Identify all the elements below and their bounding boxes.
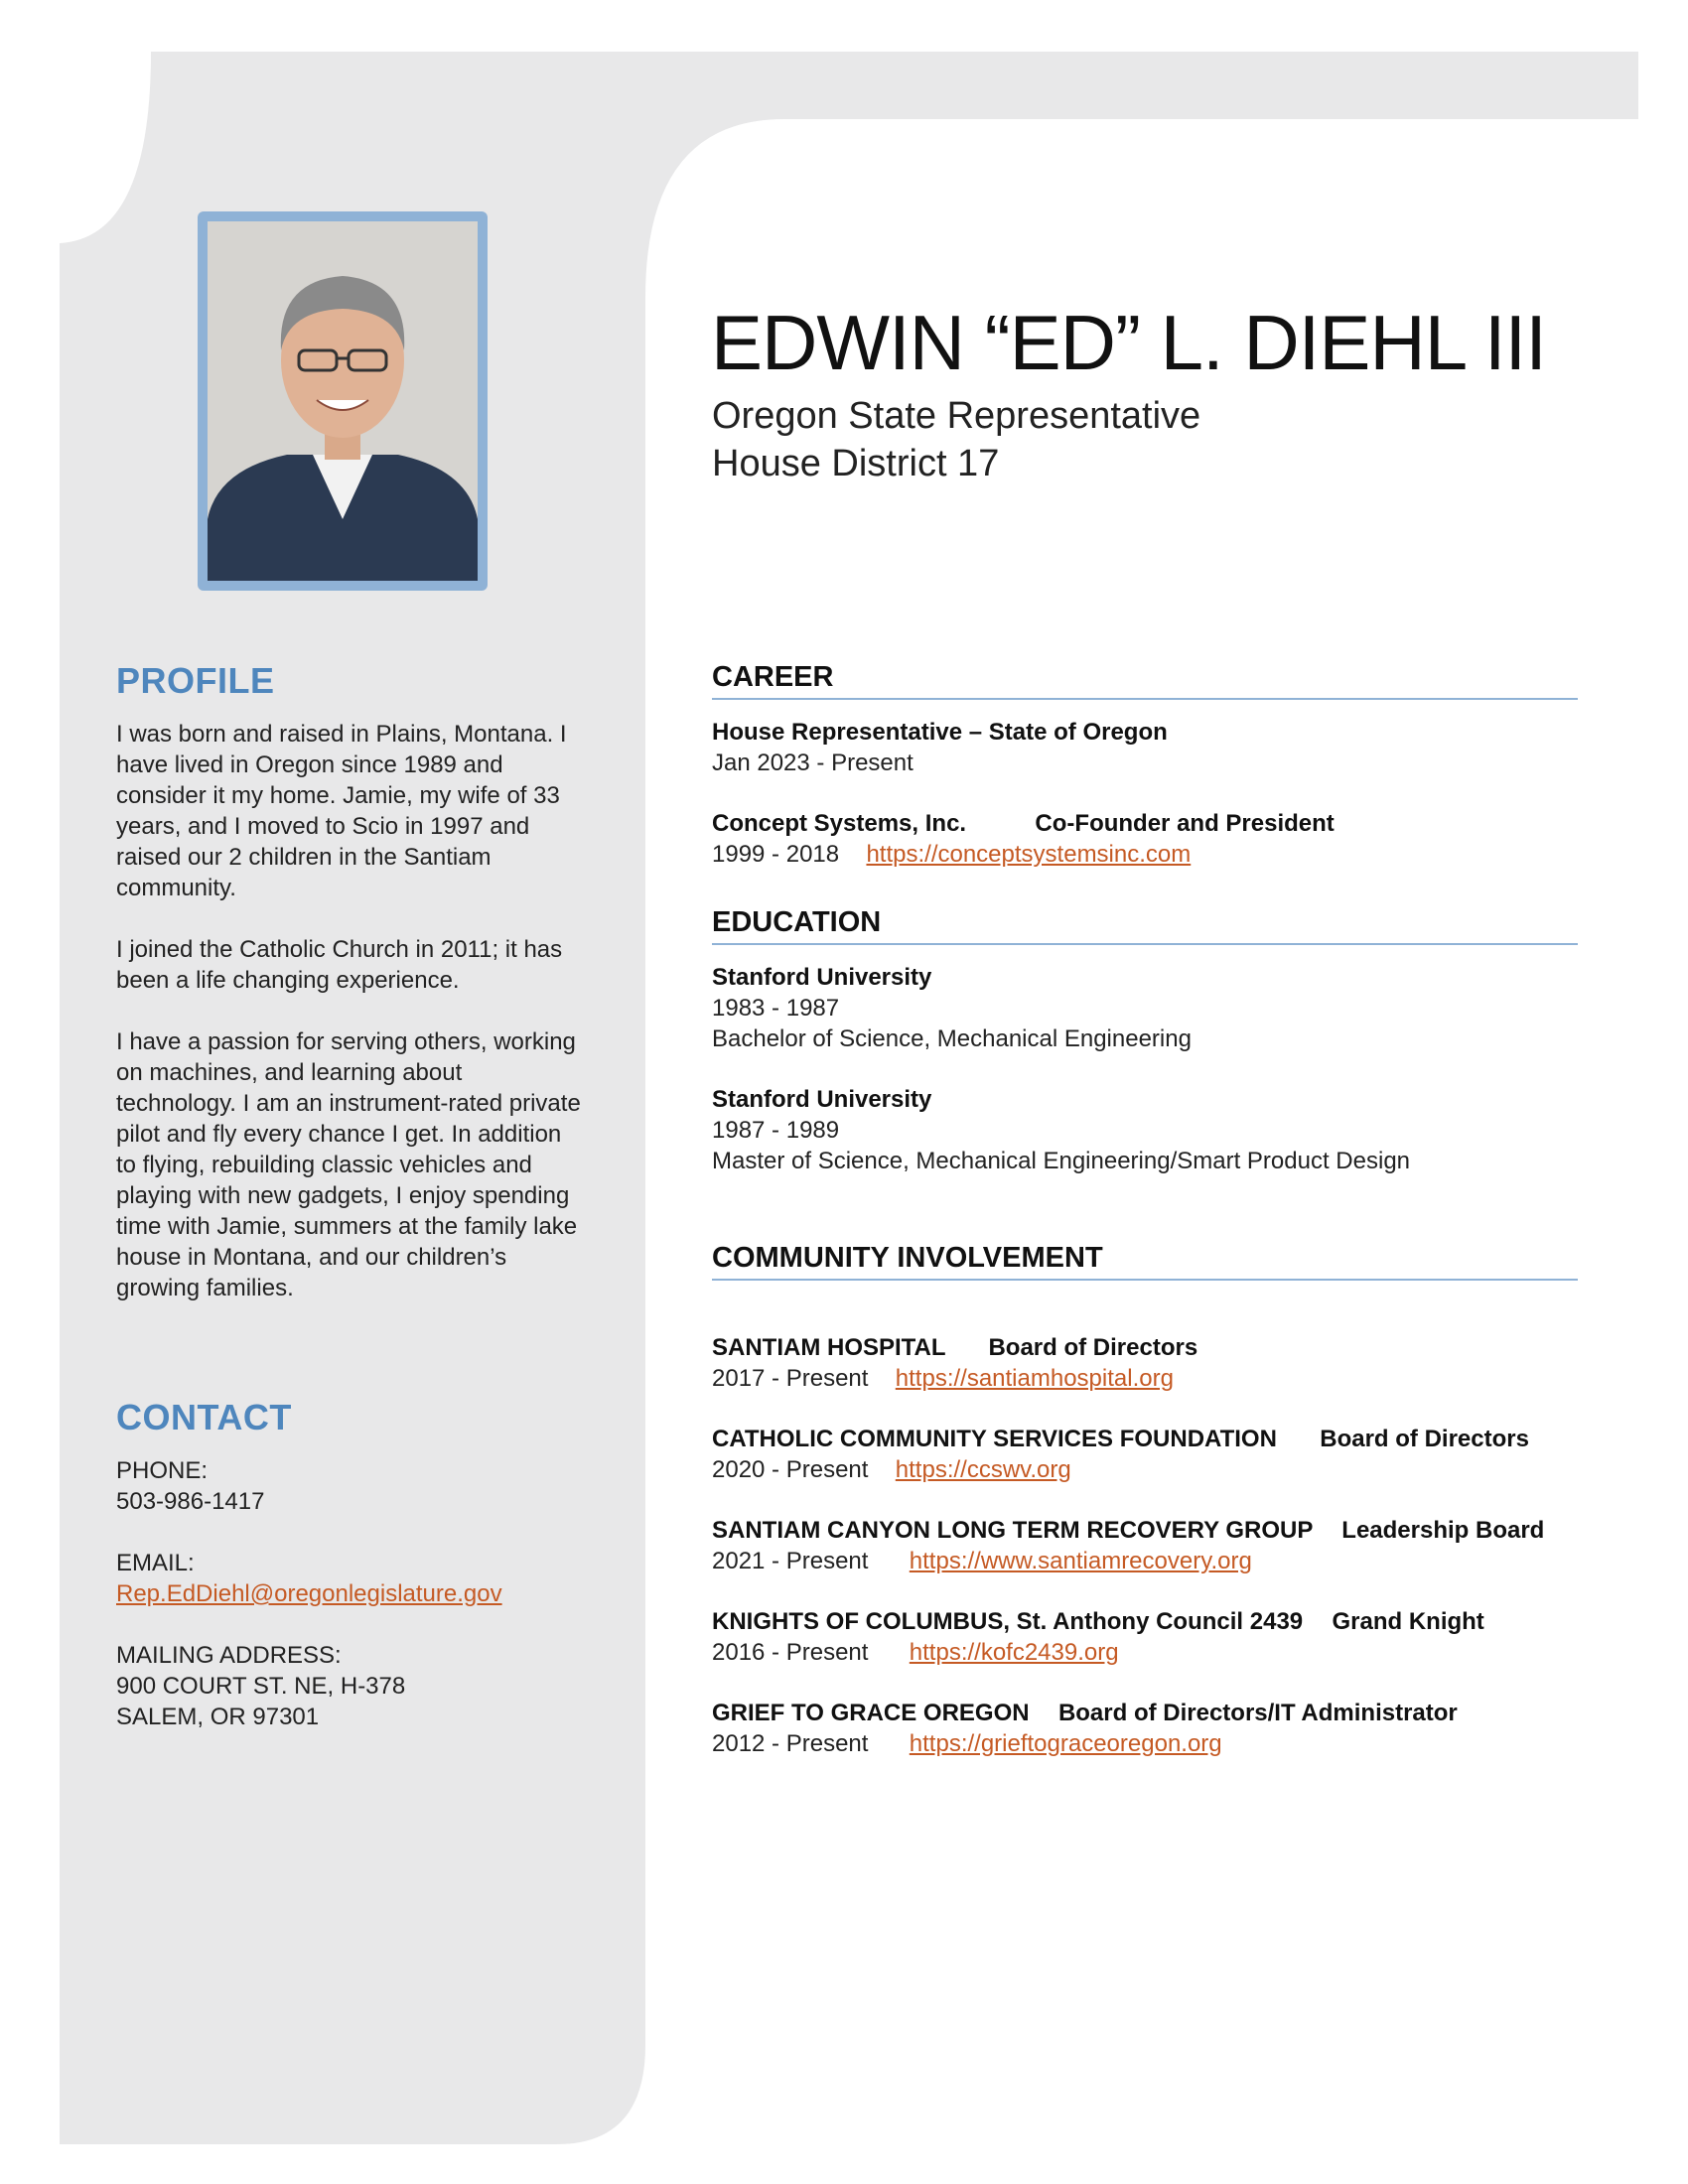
- community-item-4-meta: [712, 1641, 1119, 1665]
- community-item-2-title: [712, 1428, 1529, 1451]
- community-item-2-org: CATHOLIC COMMUNITY SERVICES FOUNDATION: [712, 1426, 1277, 1452]
- career-item-2-dates: 1999 - 2018: [712, 841, 840, 868]
- education-item-1-degree: Bachelor of Science, Mechanical Engineering: [712, 1025, 1192, 1052]
- community-item-2-role: Board of Directors: [1320, 1426, 1529, 1452]
- portrait-icon: [208, 221, 478, 581]
- community-item-5-role: Board of Directors/IT Administrator: [1057, 1700, 1458, 1726]
- community-item-3-role: Leadership Board: [1341, 1517, 1545, 1544]
- profile-paragraph-1: I was born and raised in Plains, Montana. I have lived in Oregon since 1989 and consider it my home. Jamie, my wife of 33 years, and I moved to Scio in 1997 and raised our 2 children in the Santiam community.: [116, 721, 567, 901]
- community-item-5-org: GRIEF TO GRACE OREGON: [712, 1700, 1030, 1726]
- contact-heading: CONTACT: [116, 1397, 292, 1437]
- education-item-1-school: Stanford University: [712, 964, 932, 991]
- profile-heading: PROFILE: [116, 660, 275, 701]
- education-item-1-dates: 1983 - 1987: [712, 995, 840, 1022]
- community-item-2-meta: [712, 1458, 1071, 1482]
- career-item-2-org: Concept Systems, Inc.: [712, 810, 967, 837]
- phone-label: PHONE:: [116, 1457, 209, 1484]
- community-item-4-role: Grand Knight: [1332, 1608, 1484, 1635]
- person-name: EDWIN “ED” L. DIEHL III: [711, 299, 1546, 386]
- career-item-1-dates: Jan 2023 - Present: [712, 750, 914, 776]
- education-item-2-school: Stanford University: [712, 1086, 932, 1113]
- education-item-2-dates: 1987 - 1989: [712, 1117, 840, 1144]
- community-item-2-link[interactable]: https://ccswv.org: [895, 1456, 1071, 1483]
- address-line-1: 900 COURT ST. NE, H-378: [116, 1673, 406, 1700]
- community-item-3-title: [712, 1519, 1544, 1543]
- community-item-4-dates: 2016 - Present: [712, 1639, 869, 1666]
- education-heading: EDUCATION: [712, 908, 1578, 945]
- career-heading: CAREER: [712, 663, 1578, 700]
- community-item-3-link[interactable]: https://www.santiamrecovery.org: [909, 1548, 1252, 1574]
- community-item-5-link[interactable]: https://grieftograceoregon.org: [909, 1730, 1222, 1757]
- community-item-1-link[interactable]: https://santiamhospital.org: [895, 1365, 1174, 1392]
- community-item-4-title: [712, 1610, 1484, 1634]
- community-item-5-title: [712, 1702, 1458, 1725]
- community-item-1-meta: [712, 1367, 1174, 1391]
- email-link[interactable]: Rep.EdDiehl@oregonlegislature.gov: [116, 1580, 502, 1607]
- community-item-1-dates: 2017 - Present: [712, 1365, 869, 1392]
- community-heading: COMMUNITY INVOLVEMENT: [712, 1244, 1578, 1281]
- education-item-2-degree: Master of Science, Mechanical Engineering/Smart Product Design: [712, 1148, 1411, 1174]
- job-title: Oregon State Representative: [712, 395, 1201, 437]
- community-item-4-org: KNIGHTS OF COLUMBUS, St. Anthony Council 2439: [712, 1608, 1304, 1635]
- career-item-2-title: [712, 812, 1335, 836]
- community-item-1-role: Board of Directors: [988, 1334, 1198, 1361]
- profile-paragraph-2: I joined the Catholic Church in 2011; it has been a life changing experience.: [116, 936, 563, 994]
- community-item-3-dates: 2021 - Present: [712, 1548, 869, 1574]
- address-line-2: SALEM, OR 97301: [116, 1704, 320, 1730]
- email-label: EMAIL:: [116, 1550, 195, 1576]
- community-item-4-link[interactable]: https://kofc2439.org: [909, 1639, 1119, 1666]
- district-label: House District 17: [712, 443, 1000, 484]
- community-item-3-meta: [712, 1550, 1252, 1573]
- community-item-2-dates: 2020 - Present: [712, 1456, 869, 1483]
- community-item-5-dates: 2012 - Present: [712, 1730, 869, 1757]
- career-item-2-meta: [712, 843, 1191, 867]
- address-label: MAILING ADDRESS:: [116, 1642, 342, 1669]
- profile-paragraph-3: I have a passion for serving others, working on machines, and learning about technology. I am an instrument-rated private pilot and fly every chance I get. In addition to flying, rebuilding classic vehicles and playing with new gadgets, I enjoy spending time with Jamie, summers at the family lake house in Montana, and our children’s growing families.: [116, 1028, 581, 1301]
- portrait-photo: [198, 211, 488, 591]
- community-item-5-meta: [712, 1732, 1222, 1756]
- phone-value: 503-986-1417: [116, 1488, 265, 1515]
- career-item-2-role: Co-Founder and President: [1035, 810, 1335, 837]
- community-item-1-org: SANTIAM HOSPITAL: [712, 1334, 946, 1361]
- community-item-3-org: SANTIAM CANYON LONG TERM RECOVERY GROUP: [712, 1517, 1313, 1544]
- career-item-2-link[interactable]: https://conceptsystemsinc.com: [866, 841, 1192, 868]
- community-item-1-title: [712, 1336, 1197, 1360]
- career-item-1-org: House Representative – State of Oregon: [712, 719, 1168, 746]
